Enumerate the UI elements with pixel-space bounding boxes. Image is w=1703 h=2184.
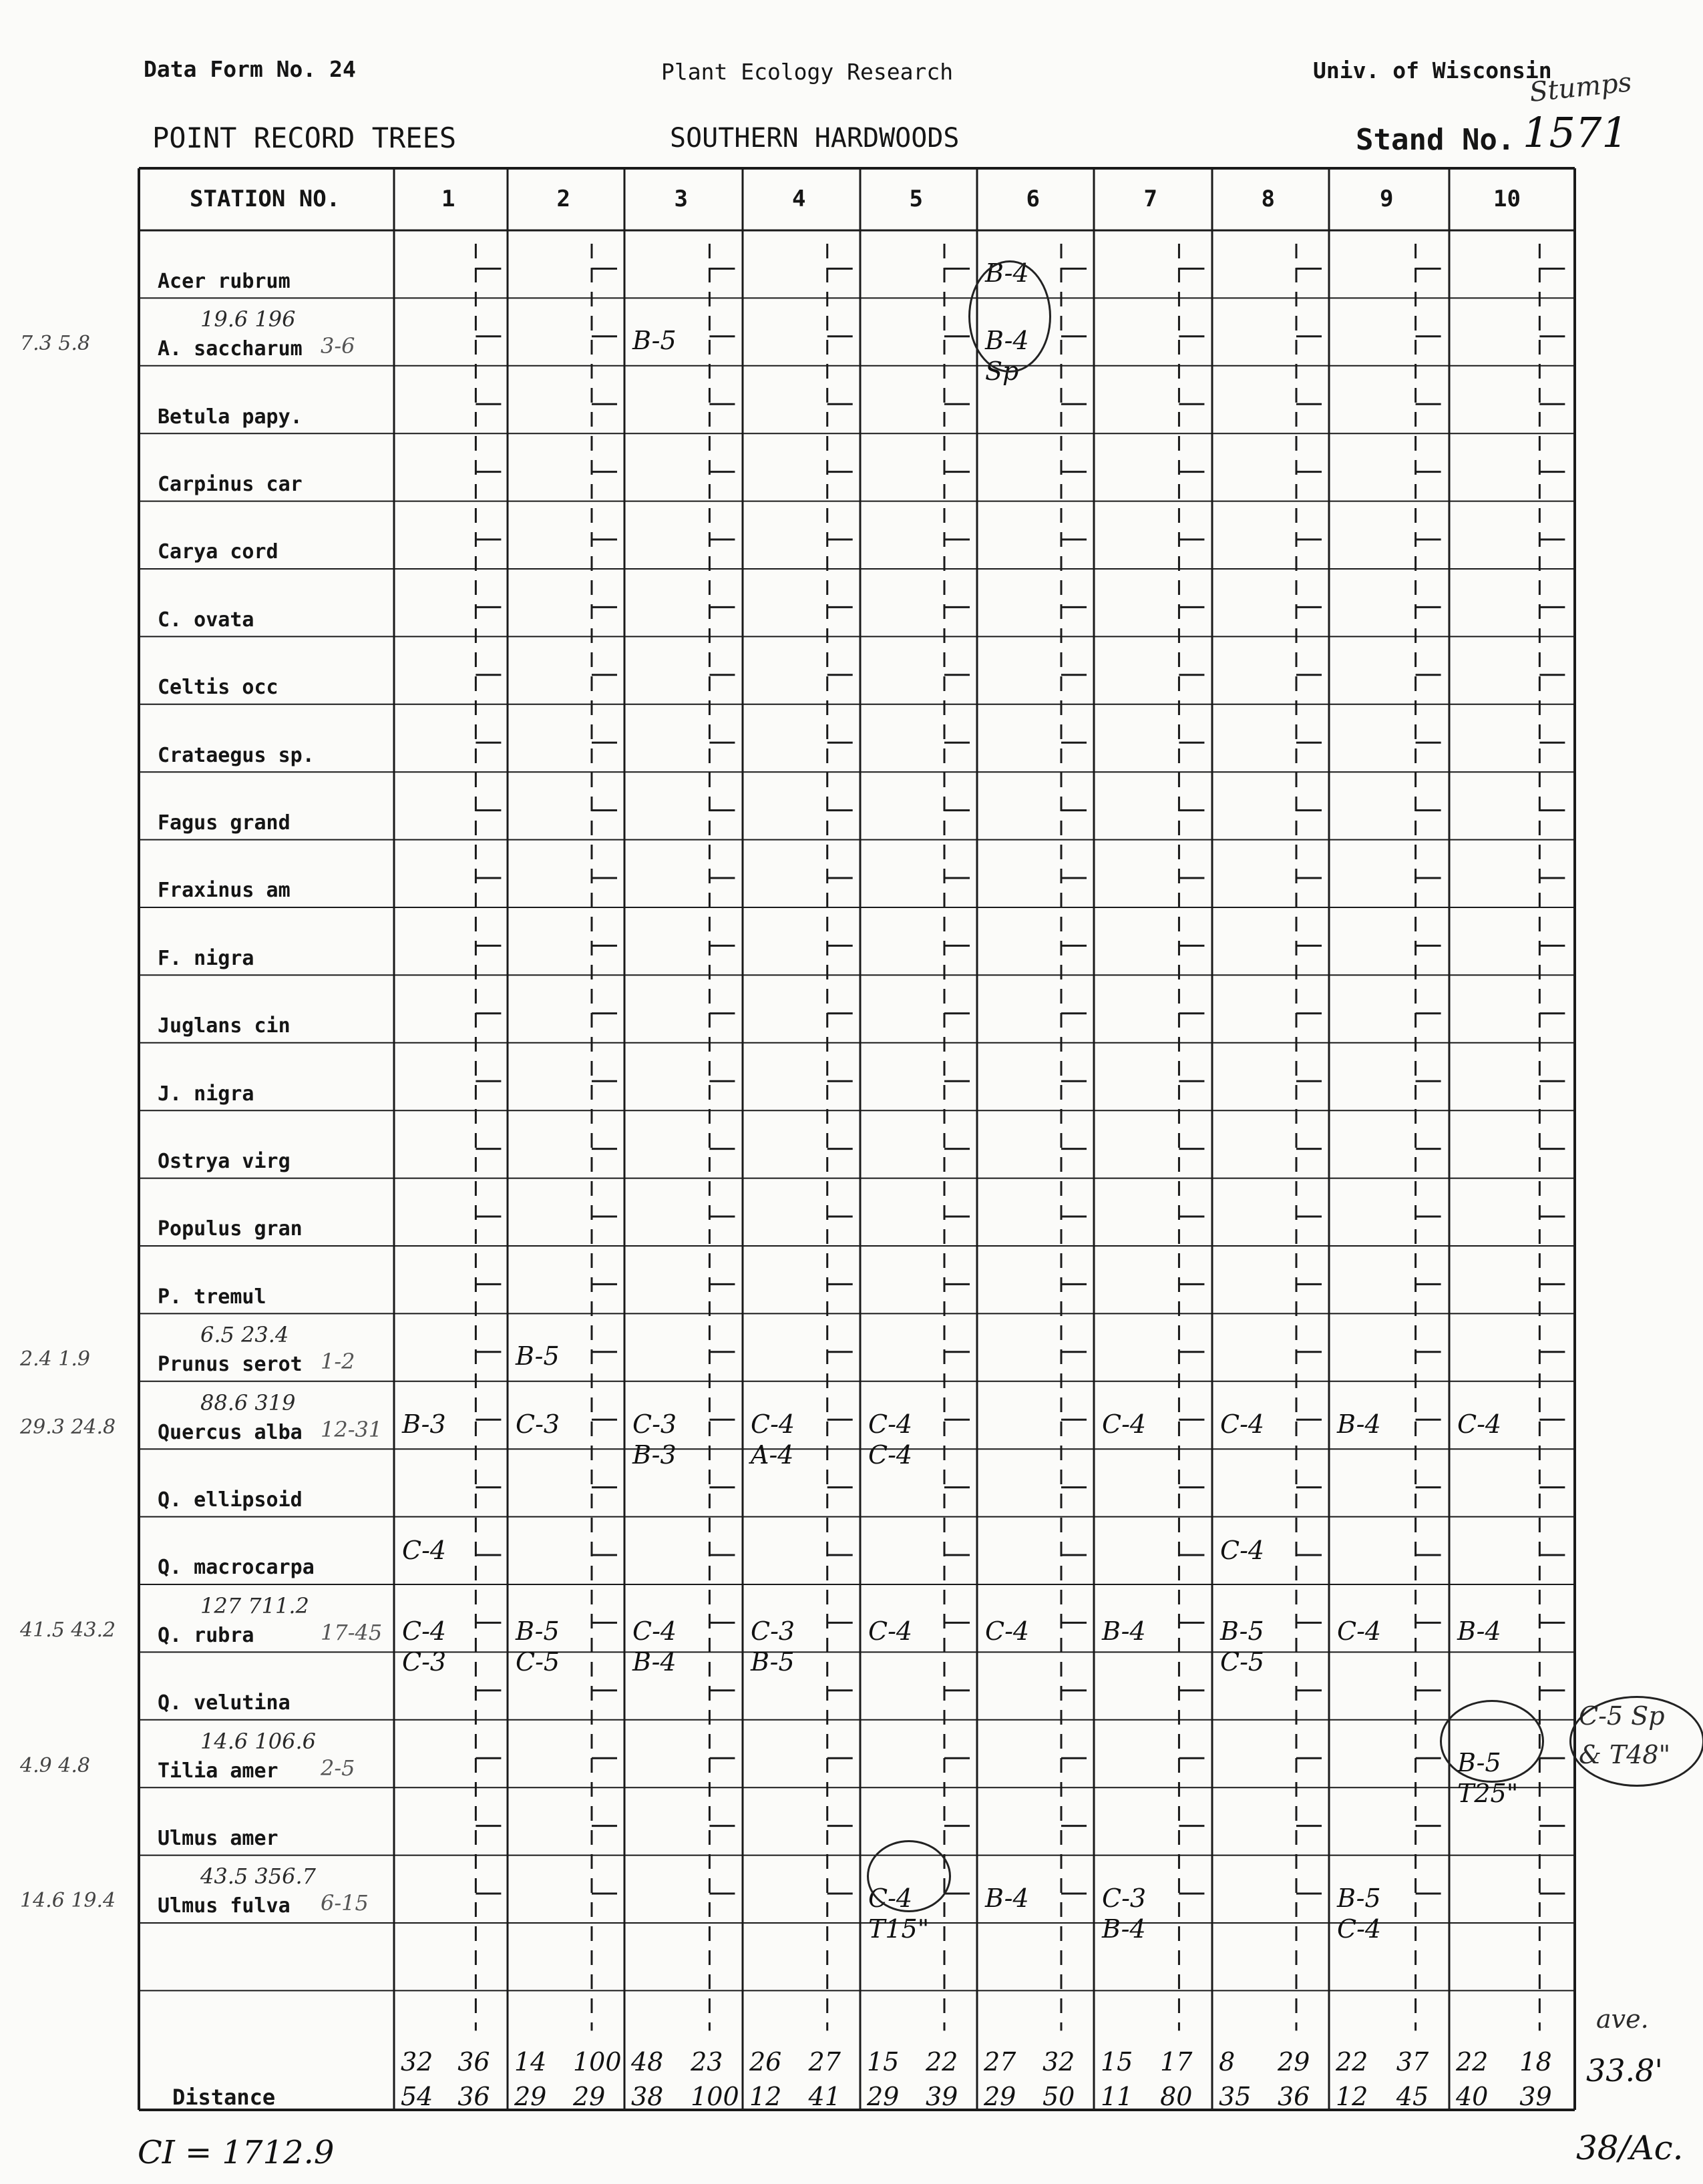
distance-value: 29 (514, 2082, 547, 2111)
species-totals: 43.5 356.7 (200, 1864, 317, 1890)
cell-entry: C-4 (1220, 1535, 1265, 1565)
station-label: STATION NO. (190, 186, 341, 212)
distance-value: 15 (1101, 2047, 1133, 2077)
cell-entry: C-4 (868, 1440, 913, 1470)
distance-value: 26 (749, 2047, 782, 2077)
distance-value: 36 (1278, 2082, 1310, 2111)
distance-value: 48 (631, 2047, 664, 2077)
distance-value: 29 (1278, 2047, 1310, 2077)
ci-value: CI = 1712.9 (138, 2134, 335, 2171)
margin-note: 7.3 5.8 (20, 332, 90, 356)
distance-value: 36 (457, 2047, 490, 2077)
cell-entry: B-4 (632, 1647, 677, 1677)
distance-value: 36 (457, 2082, 490, 2111)
distance-value: 37 (1396, 2047, 1429, 2077)
station-header-1: 1 (441, 186, 455, 212)
distance-value: 32 (401, 2047, 433, 2077)
organization: Plant Ecology Research (661, 59, 954, 85)
species-range: 12-31 (321, 1416, 383, 1442)
species-name: Populus gran (158, 1217, 303, 1241)
station-header-8: 8 (1261, 186, 1275, 212)
distance-value: 22 (1456, 2047, 1489, 2077)
distance-value: 14 (514, 2047, 547, 2077)
species-name: Q. ellipsoid (158, 1488, 303, 1512)
species-range: 1-2 (321, 1349, 355, 1375)
species-name: J. nigra (158, 1082, 254, 1106)
tilia-side-note: C-5 Sp (1579, 1701, 1665, 1731)
species-name: Fraxinus am (158, 879, 291, 903)
distance-value: 12 (1336, 2082, 1368, 2111)
distance-value: 27 (984, 2047, 1016, 2077)
distance-value: 32 (1043, 2047, 1075, 2077)
species-name: Carpinus car (158, 472, 303, 496)
distance-value: 8 (1219, 2047, 1236, 2077)
stand-label: Stand No. (1356, 123, 1515, 157)
distance-value: 38 (631, 2082, 664, 2111)
species-totals: 6.5 23.4 (200, 1322, 289, 1348)
cell-entry: A-4 (751, 1440, 794, 1470)
distance-value: 27 (808, 2047, 841, 2077)
entry-circle-acer (968, 260, 1051, 373)
stand-number: 1571 (1523, 108, 1628, 157)
cell-entry: C-3 (1102, 1883, 1147, 1913)
distance-value: 54 (401, 2082, 433, 2111)
margin-note: 2.4 1.9 (20, 1347, 90, 1371)
stumps-note: Stumps (1528, 67, 1634, 108)
cell-entry: C-4 (1457, 1409, 1502, 1439)
species-name: Q. macrocarpa (158, 1556, 315, 1580)
species-name: Q. velutina (158, 1691, 291, 1715)
distance-value: 39 (926, 2082, 958, 2111)
station-header-2: 2 (556, 186, 570, 212)
distance-value: 41 (808, 2082, 841, 2111)
species-totals: 127 711.2 (200, 1592, 309, 1618)
cell-entry: C-3 (751, 1616, 795, 1646)
species-name: Crataegus sp. (158, 743, 315, 767)
species-name: C. ovata (158, 608, 254, 632)
cell-entry: C-4 (1102, 1409, 1147, 1439)
species-name: Ulmus fulva (158, 1894, 291, 1918)
distance-value: 29 (984, 2082, 1016, 2111)
species-range: 6-15 (321, 1890, 369, 1916)
distance-value: 17 (1160, 2047, 1193, 2077)
station-header-6: 6 (1026, 186, 1040, 212)
species-name: Juglans cin (158, 1014, 291, 1038)
distance-value: 11 (1101, 2082, 1133, 2111)
cell-entry: B-4 (1337, 1409, 1381, 1439)
species-name: Q. rubra (158, 1623, 254, 1647)
cell-entry: B-4 (1457, 1616, 1501, 1646)
cell-entry: C-3 (516, 1409, 560, 1439)
cell-entry: C-4 (1337, 1914, 1382, 1944)
station-header-5: 5 (909, 186, 923, 212)
cell-entry: C-5 (1220, 1647, 1265, 1677)
distance-value: 22 (1336, 2047, 1368, 2077)
cell-entry: B-5 (1220, 1616, 1264, 1646)
species-range: 3-6 (321, 333, 355, 359)
distance-value: 50 (1043, 2082, 1075, 2111)
species-name: Prunus serot (158, 1353, 303, 1377)
entry-circle-ulmus (867, 1840, 951, 1912)
margin-note: 14.6 19.4 (20, 1889, 116, 1913)
species-totals: 14.6 106.6 (200, 1728, 317, 1754)
distance-value: 45 (1396, 2082, 1429, 2111)
cell-entry: T25" (1457, 1778, 1519, 1808)
cell-entry: C-4 (868, 1616, 913, 1646)
margin-note: 41.5 43.2 (20, 1618, 116, 1642)
cell-entry: B-3 (402, 1409, 446, 1439)
cell-entry: C-4 (985, 1616, 1030, 1646)
cell-entry: B-5 (516, 1616, 560, 1646)
distance-value: 35 (1219, 2082, 1252, 2111)
cell-entry: C-4 (868, 1883, 913, 1913)
distance-value: 29 (867, 2082, 900, 2111)
distance-value: 29 (573, 2082, 606, 2111)
distance-value: 22 (926, 2047, 958, 2077)
tilia-side-note-2: & T48" (1579, 1740, 1671, 1769)
entry-circle-tilia (1440, 1700, 1544, 1783)
station-header-9: 9 (1380, 186, 1394, 212)
distance-value: 100 (691, 2082, 739, 2111)
form-number: Data Form No. 24 (144, 56, 356, 82)
station-header-10: 10 (1493, 186, 1521, 212)
margin-note: 4.9 4.8 (20, 1753, 90, 1777)
species-name: Quercus alba (158, 1420, 303, 1444)
avg-distance: 33.8' (1586, 2052, 1664, 2089)
cell-entry: B-4 (985, 1883, 1029, 1913)
species-name: Celtis occ (158, 676, 278, 700)
species-range: 2-5 (321, 1755, 355, 1781)
cell-entry: B-4 (1102, 1616, 1146, 1646)
cell-entry: C-5 (516, 1647, 560, 1677)
cell-entry: C-4 (1337, 1616, 1382, 1646)
species-name: Acer rubrum (158, 269, 291, 293)
distance-value: 18 (1519, 2047, 1552, 2077)
species-name: Fagus grand (158, 811, 291, 835)
cell-entry: Sp (985, 357, 1019, 387)
avg-label: ave. (1596, 2004, 1649, 2034)
tilia-side-circle (1569, 1696, 1703, 1787)
distance-value: 12 (749, 2082, 782, 2111)
species-name: Tilia amer (158, 1759, 278, 1783)
distance-value: 15 (867, 2047, 900, 2077)
margin-note: 29.3 24.8 (20, 1415, 116, 1439)
cell-entry: B-5 (751, 1647, 795, 1677)
trees-per-acre: 38/Ac. (1576, 2129, 1684, 2167)
cell-entry: B-5 (1337, 1883, 1381, 1913)
distance-value: 100 (573, 2047, 622, 2077)
species-name: A. saccharum (158, 337, 303, 361)
cell-entry: T15" (868, 1914, 930, 1944)
species-range: 17-45 (321, 1619, 383, 1645)
cell-entry: C-4 (402, 1535, 447, 1565)
distance-value: 40 (1456, 2082, 1489, 2111)
distance-label: Distance (172, 2085, 276, 2110)
cell-entry: C-3 (402, 1647, 447, 1677)
cell-entry: C-3 (632, 1409, 677, 1439)
cell-entry: B-5 (632, 326, 677, 356)
distance-value: 39 (1519, 2082, 1552, 2111)
species-name: F. nigra (158, 946, 254, 970)
species-name: Ulmus amer (158, 1826, 278, 1850)
cell-entry: C-4 (632, 1616, 677, 1646)
station-header-3: 3 (674, 186, 688, 212)
cell-entry: B-4 (1102, 1914, 1146, 1944)
station-header-4: 4 (792, 186, 806, 212)
species-totals: 19.6 196 (200, 306, 296, 333)
species-name: P. tremul (158, 1285, 266, 1309)
cell-entry: B-5 (516, 1341, 560, 1371)
forest-type: SOUTHERN HARDWOODS (670, 123, 960, 154)
cell-entry: B-4 (985, 258, 1029, 288)
cell-entry: C-4 (1220, 1409, 1265, 1439)
university: Univ. of Wisconsin (1313, 57, 1552, 83)
cell-entry: B-4 (985, 326, 1029, 356)
species-name: Carya cord (158, 540, 278, 564)
distance-value: 80 (1160, 2082, 1193, 2111)
cell-entry: B-5 (1457, 1747, 1501, 1777)
species-name: Ostrya virg (158, 1149, 291, 1173)
distance-value: 23 (691, 2047, 723, 2077)
cell-entry: C-4 (402, 1616, 447, 1646)
species-totals: 88.6 319 (200, 1389, 296, 1415)
cell-entry: B-3 (632, 1440, 677, 1470)
form-title: POINT RECORD TREES (152, 122, 457, 154)
cell-entry: C-4 (868, 1409, 913, 1439)
cell-entry: C-4 (751, 1409, 795, 1439)
species-name: Betula papy. (158, 405, 303, 429)
station-header-7: 7 (1143, 186, 1157, 212)
